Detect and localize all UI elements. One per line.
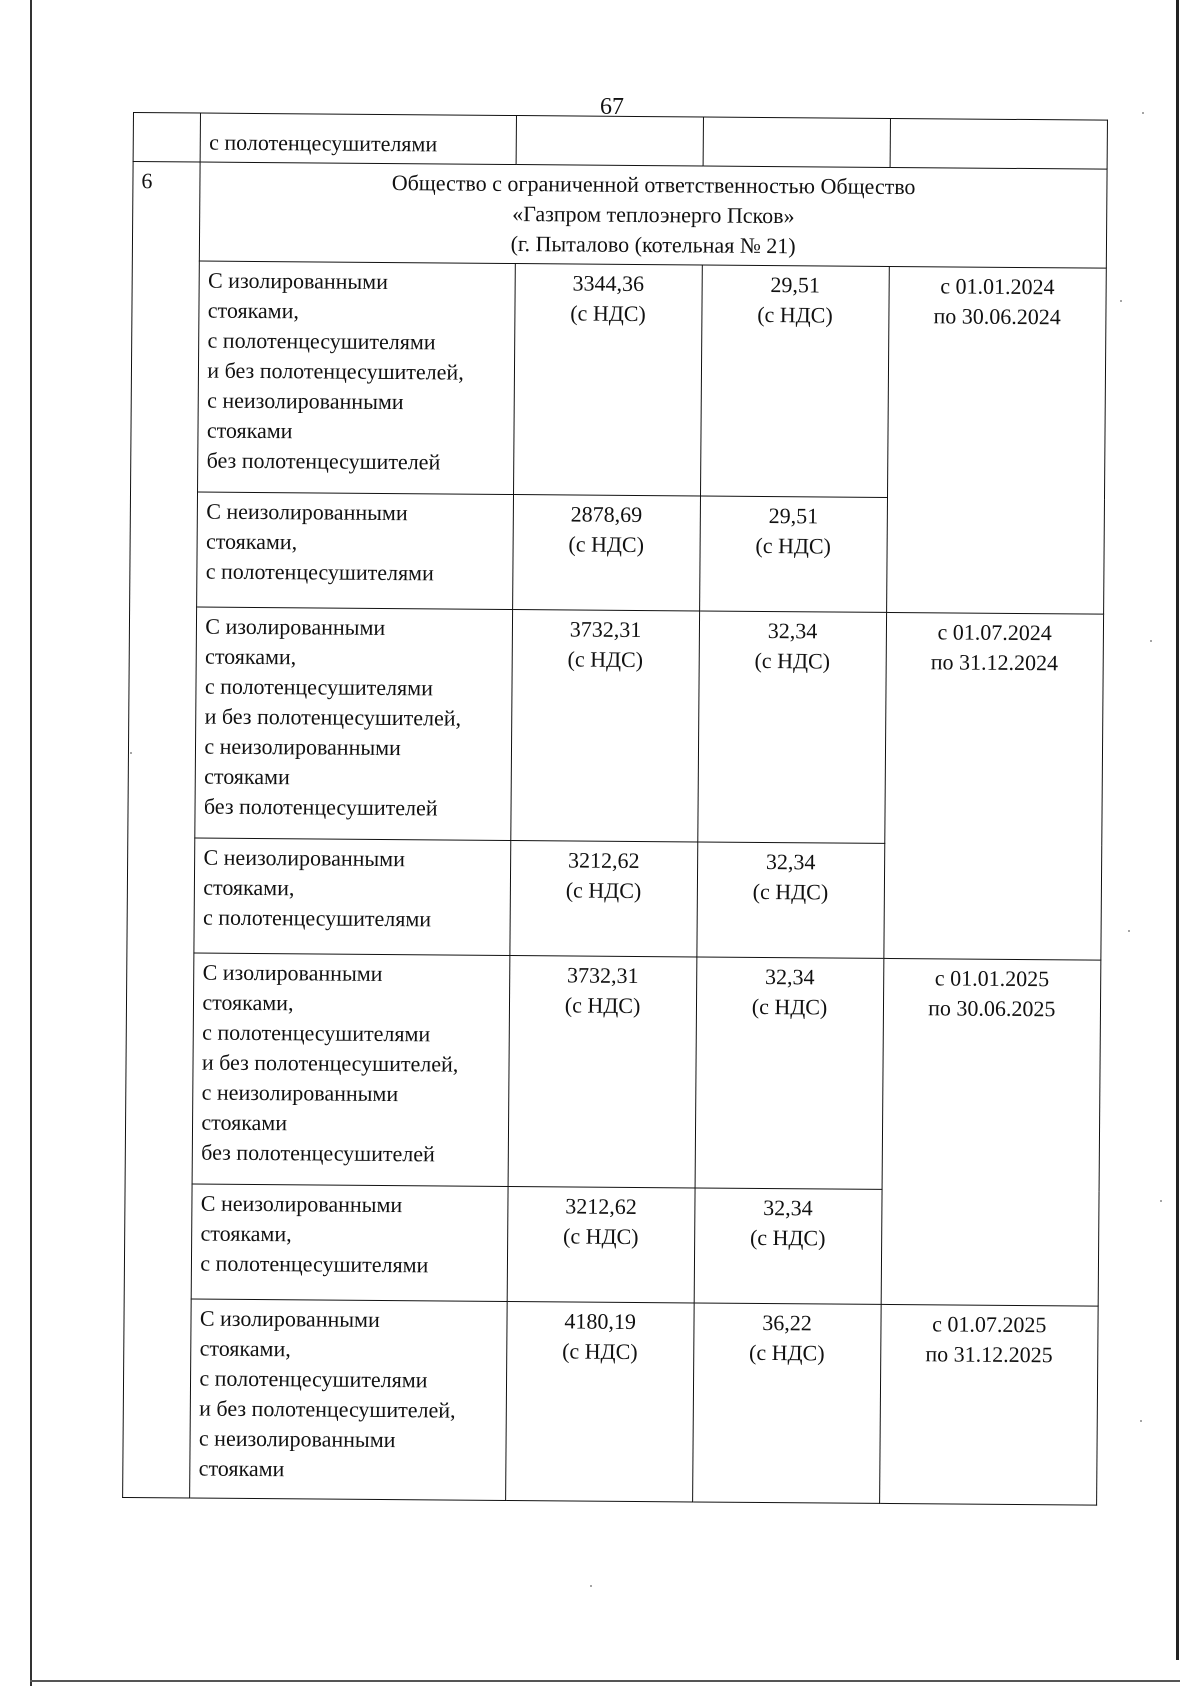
scan-speck	[590, 1585, 592, 1587]
period-end: по 30.06.2025	[928, 995, 1056, 1022]
description-line: без полотенцесушителей	[201, 1139, 435, 1167]
description-line: с полотенцесушителями	[204, 673, 434, 701]
vat-note: (с НДС)	[565, 877, 642, 904]
period-end: по 30.06.2024	[933, 303, 1061, 330]
description-line: без полотенцесушителей	[203, 793, 438, 821]
scan-border-bottom	[30, 1680, 1180, 1682]
norm-value: 32,34	[764, 963, 815, 990]
tariff-cell	[513, 264, 702, 496]
vat-note: (с НДС)	[751, 993, 828, 1020]
description-line: с полотенцесушителями	[205, 558, 434, 586]
description-line: стояками	[204, 763, 290, 790]
organization-name-line: «Газпром теплоэнерго Псков»	[512, 200, 795, 229]
norm-value: 32,34	[767, 618, 818, 644]
description-cell	[194, 838, 510, 955]
period-start: с 01.07.2025	[932, 1311, 1047, 1338]
table-row	[123, 1298, 1099, 1505]
tariff-cell	[505, 1301, 694, 1501]
tariff-cell	[510, 840, 698, 956]
scan-speck	[1120, 300, 1122, 302]
period-end: по 31.12.2025	[925, 1341, 1053, 1368]
description-cell	[190, 1299, 507, 1500]
description-line: с полотенцесушителями	[200, 1250, 429, 1278]
table-row	[128, 606, 1104, 845]
vat-note: (с НДС)	[754, 647, 831, 674]
vat-note: (с НДС)	[757, 301, 833, 328]
vat-note: (с НДС)	[749, 1224, 826, 1251]
description-line: с неизолированными	[204, 733, 402, 761]
period-cell	[886, 266, 1106, 614]
description-line: и без полотенцесушителей,	[204, 703, 462, 731]
tariff-table	[122, 112, 1108, 1506]
tariff-value: 3732,31	[566, 962, 639, 988]
norm-cell	[692, 1303, 881, 1503]
tariff-cell	[507, 1186, 695, 1302]
vat-note: (с НДС)	[749, 1339, 825, 1366]
page-number: 67	[600, 94, 624, 120]
organization-location-line: (г. Пыталово (котельная № 21)	[510, 230, 796, 259]
tariff-value: 2878,69	[570, 501, 643, 528]
description-line: С изолированными	[207, 267, 389, 295]
norm-value: 29,51	[768, 503, 819, 529]
scan-speck	[1140, 1420, 1142, 1422]
period-start: с 01.07.2024	[937, 619, 1052, 646]
description-cell	[197, 492, 513, 609]
scan-border-right	[1176, 0, 1179, 1660]
vat-note: (с НДС)	[755, 532, 832, 559]
tariff-value: 3344,36	[572, 270, 645, 297]
description-line: С неизолированными	[206, 498, 408, 526]
description-line: стояками,	[205, 643, 297, 670]
tariff-cell	[512, 494, 700, 610]
description-line: и без полотенцесушителей,	[207, 357, 464, 385]
period-cell	[883, 612, 1103, 960]
description-line: и без полотенцесушителей,	[199, 1395, 456, 1423]
index-cell	[133, 113, 201, 163]
tariff-cell	[508, 955, 697, 1187]
description-line: и без полотенцесушителей,	[201, 1049, 459, 1077]
norm-value: 32,34	[763, 1194, 813, 1221]
description-line: стояками,	[202, 989, 294, 1016]
norm-value: 36,22	[762, 1309, 812, 1336]
vat-note: (с НДС)	[752, 878, 829, 905]
organization-name-line: Общество с ограниченной ответственностью Общество	[391, 170, 916, 200]
tariff-value: 3732,31	[569, 616, 642, 643]
description-line: с полотенцесушителями	[202, 1019, 431, 1047]
period-start: с 01.01.2024	[940, 273, 1055, 300]
description-line: С изолированными	[205, 613, 386, 640]
table-row-organization	[132, 162, 1107, 269]
vat-note: (с НДС)	[570, 300, 646, 327]
scan-speck	[1160, 1200, 1162, 1202]
norm-cell	[696, 842, 884, 958]
description-line: стояками,	[205, 528, 298, 555]
period-cell	[881, 958, 1101, 1306]
scan-border-left	[30, 0, 32, 1686]
tariff-cell	[510, 609, 699, 841]
tariff-value: 3212,62	[567, 847, 640, 874]
vat-note: (с НДС)	[568, 531, 645, 558]
table-row	[131, 260, 1107, 499]
norm-cell	[703, 117, 890, 167]
description-cell	[192, 1184, 508, 1301]
description-line: стояками,	[199, 1335, 291, 1362]
description-line: стояками	[198, 1455, 285, 1482]
description-line: с неизолированными	[207, 387, 404, 415]
norm-value: 29,51	[770, 272, 821, 298]
description-line: С изолированными	[199, 1305, 380, 1332]
description-cell	[195, 607, 512, 840]
norm-cell	[700, 265, 889, 497]
table-row	[125, 952, 1101, 1191]
row-index-cell	[123, 162, 201, 1498]
description-line: С неизолированными	[203, 844, 406, 872]
description-line: стояками	[206, 417, 293, 444]
tariff-value: 4180,19	[564, 1308, 636, 1334]
description-line: без полотенцесушителей	[206, 447, 441, 475]
row-index: 6	[141, 168, 153, 194]
scan-speck	[1142, 112, 1144, 114]
period-cell	[890, 118, 1108, 169]
description-cell	[192, 953, 509, 1186]
organization-cell	[200, 162, 1107, 268]
norm-cell	[697, 611, 886, 843]
description-line: стояками	[201, 1109, 288, 1136]
tariff-cell	[516, 116, 703, 166]
description-line: с неизолированными	[198, 1425, 396, 1453]
description-cell	[198, 261, 515, 494]
tariff-value: 3212,62	[565, 1193, 637, 1219]
description-line: стояками,	[207, 297, 300, 324]
vat-note: (с НДС)	[562, 1338, 638, 1365]
description-cell: с полотенцесушителями	[200, 113, 516, 164]
norm-cell	[695, 957, 884, 1189]
period-cell	[879, 1304, 1098, 1505]
description-line: С неизолированными	[200, 1190, 403, 1218]
description-line: стояками,	[200, 1220, 292, 1247]
description-line: С изолированными	[202, 959, 383, 986]
norm-cell	[699, 496, 887, 612]
vat-note: (с НДС)	[567, 646, 644, 673]
norm-cell	[694, 1188, 882, 1304]
period-start: с 01.01.2025	[934, 965, 1050, 992]
description-line: с полотенцесушителями	[199, 1365, 428, 1393]
period-end: по 31.12.2024	[930, 649, 1059, 676]
scan-speck	[1150, 640, 1152, 642]
scan-speck	[130, 752, 132, 754]
vat-note: (с НДС)	[562, 1223, 639, 1250]
norm-value: 32,34	[765, 848, 816, 875]
description-line: с полотенцесушителями	[207, 327, 436, 355]
table-row-continuation	[133, 113, 1107, 170]
description-line: с полотенцесушителями	[202, 904, 432, 932]
scan-speck	[1128, 930, 1130, 932]
description-line: с неизолированными	[201, 1079, 399, 1107]
description-line: стояками,	[203, 874, 295, 901]
vat-note: (с НДС)	[564, 992, 641, 1019]
